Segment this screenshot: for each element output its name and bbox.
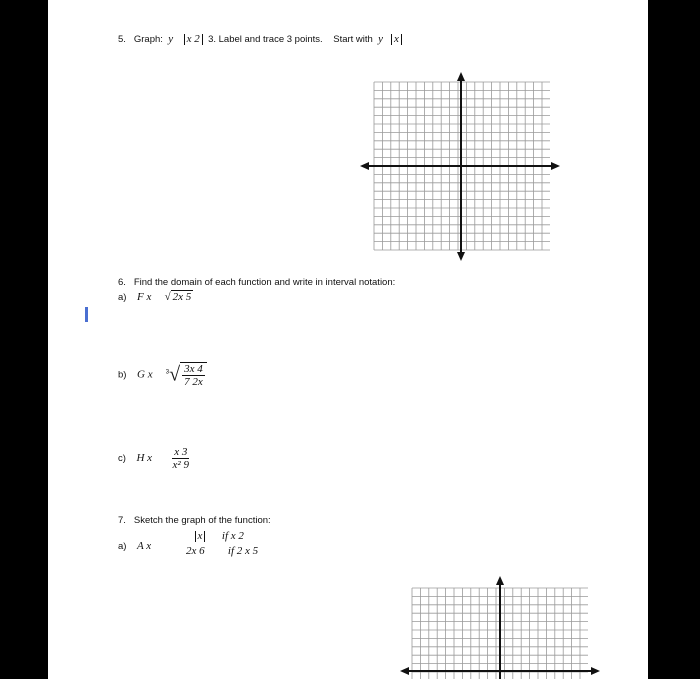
q5-start: Start with bbox=[333, 34, 373, 45]
q7-prompt: Sketch the graph of the function: bbox=[133, 515, 271, 526]
q7a-fn: A x bbox=[137, 540, 152, 552]
q6b-label: b) bbox=[118, 369, 127, 381]
q6a bbox=[118, 291, 193, 303]
question-5 bbox=[118, 33, 402, 45]
q5-suffix: 3. Label and trace 3 points. bbox=[208, 34, 323, 45]
y-axis-arrow-down bbox=[457, 252, 465, 261]
q5-prompt: Graph: bbox=[133, 34, 163, 45]
q7a bbox=[118, 540, 151, 552]
q7a-case2-expr: 2x 6 bbox=[186, 545, 205, 557]
text-cursor bbox=[85, 307, 88, 322]
x-axis-arrow-right bbox=[591, 667, 600, 675]
q5-number: 5. bbox=[118, 34, 126, 45]
q6b-numerator: 3x 4 bbox=[184, 363, 203, 375]
q6c-fn: H x bbox=[136, 452, 153, 465]
q7a-label: a) bbox=[118, 541, 127, 552]
q7a-case1-expr: x bbox=[195, 531, 206, 542]
q7-number: 7. bbox=[118, 515, 126, 526]
q6c-denominator: x² 9 bbox=[172, 459, 189, 471]
q7a-case1-cond: if x 2 bbox=[221, 530, 244, 542]
q6-number: 6. bbox=[118, 277, 126, 288]
q5-start-abs: x bbox=[391, 34, 402, 45]
q6a-label: a) bbox=[118, 292, 127, 303]
q6b-fraction bbox=[180, 362, 207, 388]
q6a-radicand: 2x 5 bbox=[172, 291, 192, 303]
q6b-denominator: 7 2x bbox=[184, 376, 203, 388]
sqrt-symbol: √ bbox=[164, 291, 171, 303]
cube-root-symbol: √ bbox=[169, 363, 181, 386]
q5-start-y: y bbox=[378, 33, 384, 45]
x-axis-arrow-left bbox=[360, 162, 369, 170]
q6b-root-index: 3 bbox=[165, 369, 170, 376]
q6c-label: c) bbox=[118, 453, 126, 465]
coordinate-grid-q7 bbox=[400, 576, 605, 679]
q5-abs-expr: x 2 bbox=[184, 34, 203, 45]
q7a-case2-cond: if 2 x 5 bbox=[227, 545, 259, 557]
q6-prompt: Find the domain of each function and write in interval notation: bbox=[133, 277, 396, 288]
q6c bbox=[118, 446, 191, 471]
coordinate-grid-q5 bbox=[360, 72, 565, 262]
q6b bbox=[118, 362, 207, 388]
q5-y: y bbox=[168, 33, 174, 45]
question-7 bbox=[118, 515, 271, 526]
q7a-piecewise bbox=[186, 530, 258, 560]
q6b-fn: G x bbox=[137, 368, 153, 381]
x-axis-arrow-left bbox=[400, 667, 409, 675]
question-6 bbox=[118, 277, 395, 288]
q6c-numerator: x 3 bbox=[174, 446, 188, 458]
y-axis-arrow-up bbox=[496, 576, 504, 585]
x-axis-arrow-right bbox=[551, 162, 560, 170]
y-axis-arrow-up bbox=[457, 72, 465, 81]
q6a-fn: F x bbox=[137, 291, 152, 303]
q6c-fraction bbox=[171, 446, 191, 471]
